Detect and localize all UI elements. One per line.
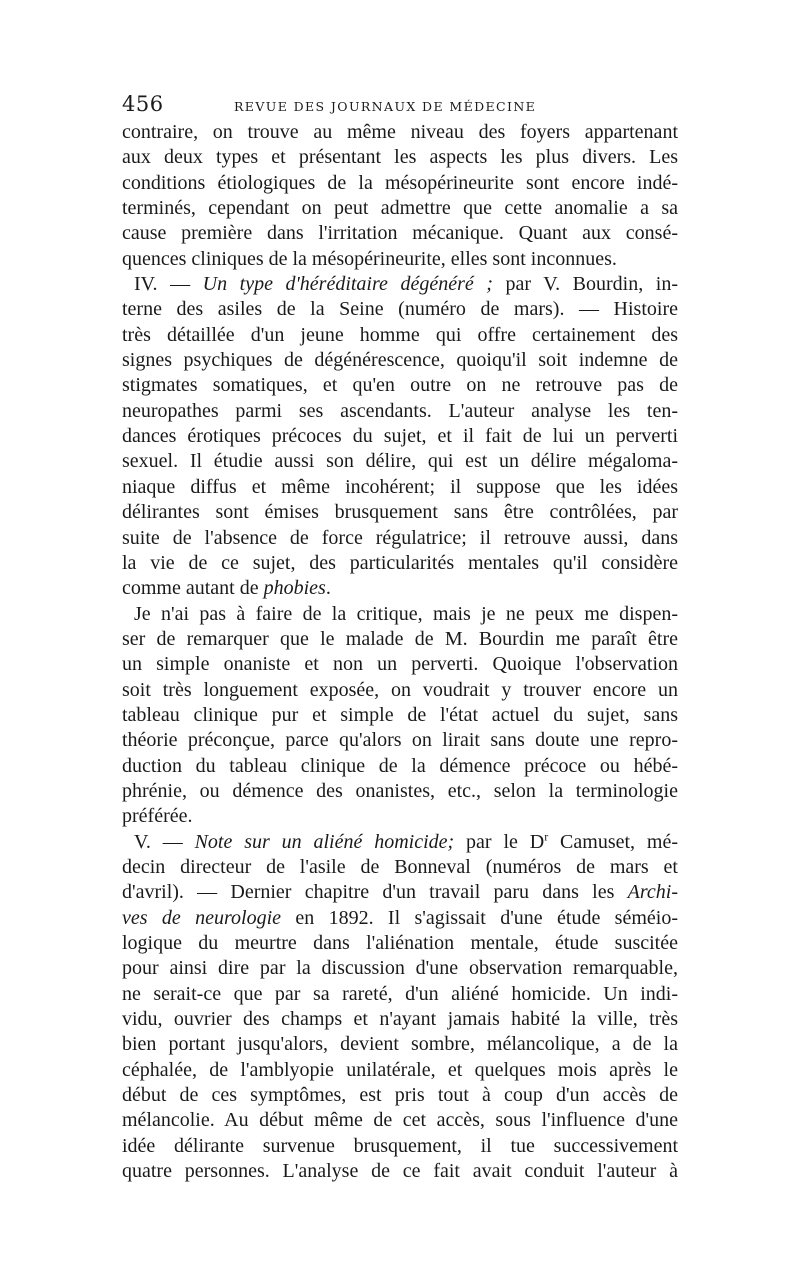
text-span: Camuset, mé- [548, 830, 678, 853]
text-line [122, 1108, 678, 1133]
text-span: un simple onaniste et non un perverti. Quoique l'observation [122, 653, 678, 676]
text-line [122, 1007, 678, 1032]
text-span: par V. Bourdin, in- [492, 273, 678, 296]
text-line [122, 602, 678, 627]
text-span: en 1892. Il s'agissait d'une étude séméio- [281, 906, 678, 929]
text-line [122, 323, 678, 348]
text-span: terminés, cependant on peut admettre que cette anomalie a sa [122, 197, 678, 220]
text-line [122, 1134, 678, 1159]
text-span: V. — [134, 830, 195, 853]
text-line [122, 297, 678, 322]
text-line [122, 982, 678, 1007]
text-span: Je n'ai pas à faire de la critique, mais je ne peux me dispen- [134, 602, 678, 625]
text-line [122, 449, 678, 474]
superscript-text: r [544, 828, 549, 843]
text-span: cause première dans l'irritation mécanique. Quant aux consé- [122, 222, 678, 245]
text-line [122, 526, 678, 551]
text-line [122, 703, 678, 728]
text-span: quatre personnes. L'analyse de ce fait avait conduit l'auteur à [122, 1160, 678, 1183]
text-line [122, 728, 678, 753]
page-number: 456 [122, 92, 164, 116]
text-span: par le D [454, 830, 545, 853]
page-header [122, 92, 678, 118]
text-line [122, 855, 678, 880]
text-line [122, 627, 678, 652]
running-head: REVUE DES JOURNAUX DE MÉDECINE [234, 99, 537, 114]
text-line [122, 678, 678, 703]
text-span: théorie préconçue, parce qu'alors on lirait sans doute une repro- [122, 729, 678, 752]
text-span: préférée. [122, 805, 193, 828]
text-span: très détaillée d'un jeune homme qui offre certainement des [122, 323, 678, 346]
text-line [122, 500, 678, 525]
text-span: logique du meurtre dans l'aliénation mentale, étude suscitée [122, 932, 678, 954]
text-line [122, 1083, 678, 1108]
text-span: dances érotiques précoces du sujet, et il fait de lui un perverti [122, 425, 678, 448]
text-span: decin directeur de l'asile de Bonneval (numéros de mars et [122, 855, 678, 878]
text-span: la vie de ce sujet, des particularités mentales qu'il considère [122, 551, 678, 574]
text-span: sexuel. Il étudie aussi son délire, qui est un délire mégaloma- [122, 450, 678, 473]
text-line [122, 804, 678, 829]
text-span: tableau clinique pur et simple de l'état actuel du sujet, sans [122, 703, 678, 726]
text-line [122, 551, 678, 576]
text-span: aux deux types et présentant les aspects les plus divers. Les [122, 146, 678, 169]
text-line [122, 399, 678, 424]
document-page [122, 92, 678, 1184]
text-span: céphalée, de l'amblyopie unilatérale, et quelques mois après le [122, 1058, 678, 1081]
text-line [122, 120, 678, 145]
text-line [122, 348, 678, 373]
text-line [122, 1159, 678, 1184]
text-line [122, 830, 678, 855]
text-line [122, 272, 678, 297]
text-span: idée délirante survenue brusquement, il tue successivement [122, 1134, 678, 1157]
text-span: phrénie, ou démence des onanistes, etc., selon la terminologie [122, 779, 678, 802]
text-line [122, 373, 678, 398]
italic-text: Un type d'héréditaire dégénéré ; [202, 273, 493, 296]
text-line [122, 475, 678, 500]
text-line [122, 652, 678, 677]
text-line [122, 906, 678, 931]
text-span: signes psychiques de dégénérescence, quoiqu'il soit indemne de [122, 349, 678, 372]
text-span: . [325, 577, 331, 600]
text-span: vidu, ouvrier des champs et n'ayant jamais habité la ville, très [122, 1008, 678, 1031]
text-line [122, 221, 678, 246]
text-span: niaque diffus et même incohérent; il suppose que les idées [122, 475, 678, 498]
text-span: ne serait-ce que par sa rareté, d'un aliéné homicide. Un indi- [122, 982, 678, 1005]
text-line [122, 754, 678, 779]
text-line [122, 1058, 678, 1083]
italic-text: ves de neurologie [122, 906, 282, 929]
text-span: IV. — [134, 273, 203, 296]
text-span: conditions étiologiques de la mésopérineurite sont encore indé- [122, 171, 678, 194]
italic-text: phobies [263, 577, 326, 600]
text-span: ser de remarquer que le malade de M. Bourdin me paraît être [122, 627, 678, 650]
text-line [122, 247, 678, 272]
text-span: mélancolie. Au début même de cet accès, sous l'influence d'une [122, 1109, 678, 1132]
text-span: délirantes sont émises brusquement sans être contrôlées, par [122, 501, 678, 524]
text-span: comme autant de [122, 577, 264, 600]
text-span: d'avril). — Dernier chapitre d'un travail paru dans les [122, 881, 628, 904]
text-span: duction du tableau clinique de la démence précoce ou hébé- [122, 754, 678, 777]
text-line [122, 576, 678, 601]
text-span: bien portant jusqu'alors, devient sombre, mélancolique, a de la [122, 1033, 678, 1056]
text-span: soit très longuement exposée, on voudrait y trouver encore un [122, 678, 678, 701]
text-span: suite de l'absence de force régulatrice; il retrouve aussi, dans [122, 526, 678, 549]
text-line [122, 424, 678, 449]
italic-text: Note sur un aliéné homicide; [194, 830, 455, 853]
text-span: terne des asiles de la Seine (numéro de mars). — Histoire [122, 298, 678, 321]
text-line [122, 880, 678, 905]
text-line [122, 145, 678, 170]
italic-text: Archi- [627, 881, 678, 904]
text-span: contraire, on trouve au même niveau des foyers appartenant [122, 121, 678, 143]
text-line [122, 1032, 678, 1057]
text-span: début de ces symptômes, est pris tout à coup d'un accès de [122, 1084, 678, 1107]
text-line [122, 779, 678, 804]
body-text [122, 120, 678, 1184]
text-line [122, 931, 678, 956]
text-line [122, 171, 678, 196]
text-span: quences cliniques de la mésopérineurite, elles sont inconnues. [122, 247, 617, 270]
text-span: neuropathes parmi ses ascendants. L'auteur analyse les ten- [122, 399, 678, 422]
text-span: pour ainsi dire par la discussion d'une observation remarquable, [122, 957, 678, 980]
text-line [122, 196, 678, 221]
text-line [122, 956, 678, 981]
text-span: stigmates somatiques, et qu'en outre on ne retrouve pas de [122, 374, 678, 397]
